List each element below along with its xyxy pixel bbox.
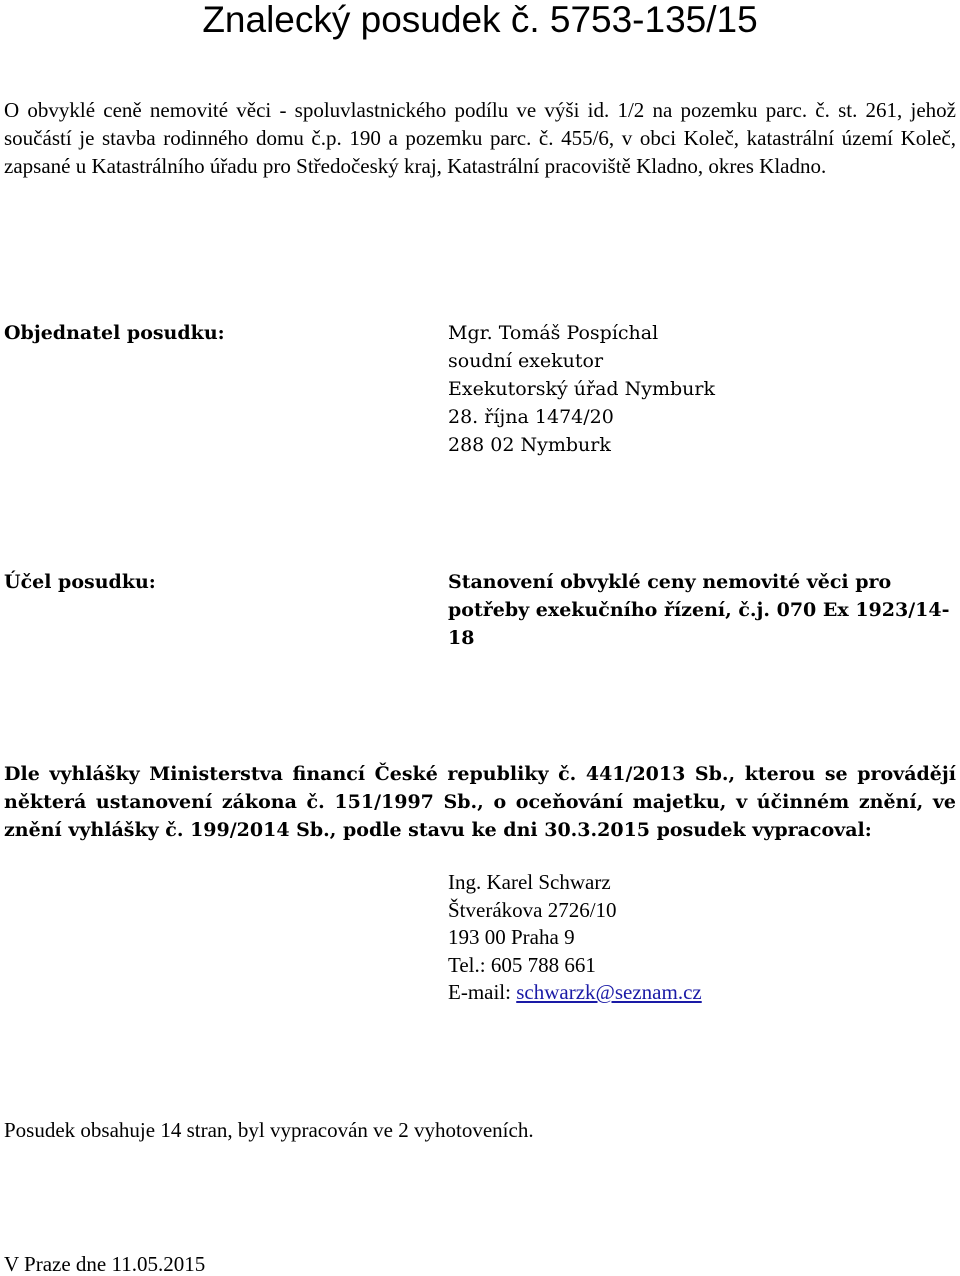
client-label: Objednatel posudku:	[4, 322, 225, 344]
intro-paragraph: O obvyklé ceně nemovité věci - spoluvlastnického podílu ve výši id. 1/2 na pozemku parc. č. st. 261, jehož součástí je stavba rodinného domu č.p. 190 a pozemku parc. č. 455/6, v obci Koleč, katastrální území Koleč, zapsané u Katastrálního úřadu pro Středočeský kraj, Katastrální pracoviště Kladno, okres Kladno.	[4, 98, 956, 178]
email-label: E-mail:	[448, 980, 517, 1004]
client-address	[448, 319, 715, 459]
author-email-line	[448, 979, 702, 1007]
author-street: Štverákova 2726/10	[448, 897, 617, 922]
client-role: soudní exekutor	[448, 350, 604, 372]
client-name: Mgr. Tomáš Pospíchal	[448, 322, 659, 344]
email-link[interactable]: schwarzk@seznam.cz	[516, 980, 702, 1004]
pages-note: Posudek obsahuje 14 stran, byl vypracován ve 2 vyhotoveních.	[4, 1118, 534, 1142]
author-city: 193 00 Praha 9	[448, 925, 575, 949]
purpose-text: Stanovení obvyklé ceny nemovité věci pro potřeby exekučního řízení, č.j. 070 Ex 1923/14-18	[448, 571, 950, 649]
client-street: 28. října 1474/20	[448, 406, 614, 428]
author-phone: Tel.: 605 788 661	[448, 952, 596, 977]
place-date: V Praze dne 11.05.2015	[4, 1252, 206, 1276]
decree-paragraph: Dle vyhlášky Ministerstva financí České republiky č. 441/2013 Sb., kterou se provádějí některá ustanovení zákona č. 151/1997 Sb., o oceňování majetku, v účinném znění, ve znění vyhlášky č. 199/2014 Sb., podle stavu ke dni 30.3.2015 posudek vypracoval:	[4, 763, 956, 841]
author-block	[448, 869, 702, 1007]
client-city: 288 02 Nymburk	[448, 434, 611, 456]
purpose-label: Účel posudku:	[4, 571, 156, 593]
author-name: Ing. Karel Schwarz	[448, 870, 611, 894]
client-office: Exekutorský úřad Nymburk	[448, 378, 715, 400]
document-title: Znalecký posudek č. 5753-135/15	[202, 0, 758, 40]
